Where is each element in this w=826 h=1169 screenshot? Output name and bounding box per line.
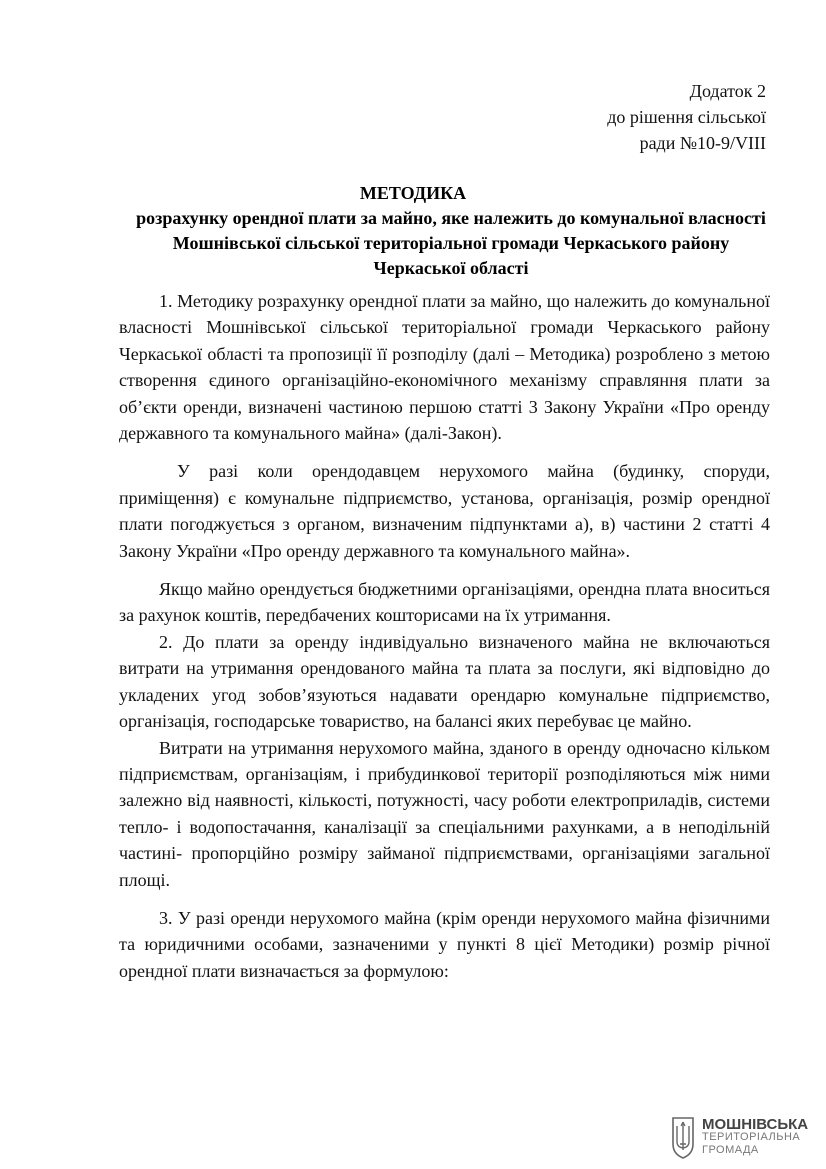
paragraph-2: У разі коли орендодавцем нерухомого майна (будинку, споруди, приміщення) є комунальне підприємство, установа, організація, розмір орендної плати погоджується з органом, визначеним підпунктами а), в) частини 2 статті 4 Закону України «Про оренду державного та комунального майна». — [119, 461, 770, 561]
document-subtitle: розрахунку орендної плати за майно, яке належить до комунальної власності Мошнівської сільської територіальної громади Черкаського району Черкаської області — [136, 208, 766, 278]
paragraph-5: Витрати на утримання нерухомого майна, зданого в оренду одночасно кільком підприємствам, організаціям, і прибудинкової території розподіляються між ними залежно від наявності, кількості, потужності, часу роботи електроприладів, системи тепло- і водопостачання, каналізації за спеціальними рахунками, а в неподільній частині- пропорційно розміру займаної підприємствами, організаціями загальної площі. — [119, 737, 770, 890]
logo-title: МОШНІВСЬКА — [702, 1115, 809, 1133]
trident-icon — [670, 1114, 696, 1160]
document-body — [119, 288, 770, 984]
addendum-note — [607, 78, 766, 156]
paragraph-4: 2. До плати за оренду індивідуально визначеного майна не включаються витрати на утримання орендованого майна та плата за послуги, які відповідно до укладених угод зобов’язуються надавати орендарю комунальне підприємство, організація, господарське товариство, на балансі яких перебуває це майно. — [119, 631, 770, 732]
paragraph-1: 1. Методику розрахунку орендної плати за майно, що належить до комунальної власності Мошнівської сільської територіальної громади Черкаського району Черкаської області та пропозиції її розподілу (далі – Методика) розроблено з метою створення єдиного організаційно-економічного механізму справляння плати за об’єкти оренди, визначені частиною першою статті 3 Закону України «Про оренду державного та комунального майна» (далі-Закон). — [119, 291, 770, 444]
paragraph-6: 3. У разі оренди нерухомого майна (крім оренди нерухомого майна фізичними та юридичними особами, зазначеними у пункті 8 цієї Методики) розмір річної орендної плати визначається за формулою: — [119, 907, 770, 981]
addendum-line-2: до рішення сільської — [607, 107, 766, 127]
document-title: МЕТОДИКА — [359, 183, 467, 203]
logo-subtitle-2: ГРОМАДА — [702, 1143, 759, 1156]
logo-subtitle: ТЕРИТОРІАЛЬНА — [702, 1130, 801, 1143]
addendum-line-3: ради №10-9/VIII — [639, 133, 766, 153]
community-logo — [670, 1112, 810, 1162]
addendum-line-1: Додаток 2 — [689, 81, 766, 101]
paragraph-3: Якщо майно орендується бюджетними організаціями, орендна плата вноситься за рахунок коштів, передбачених кошторисами на їх утримання. — [119, 579, 770, 626]
